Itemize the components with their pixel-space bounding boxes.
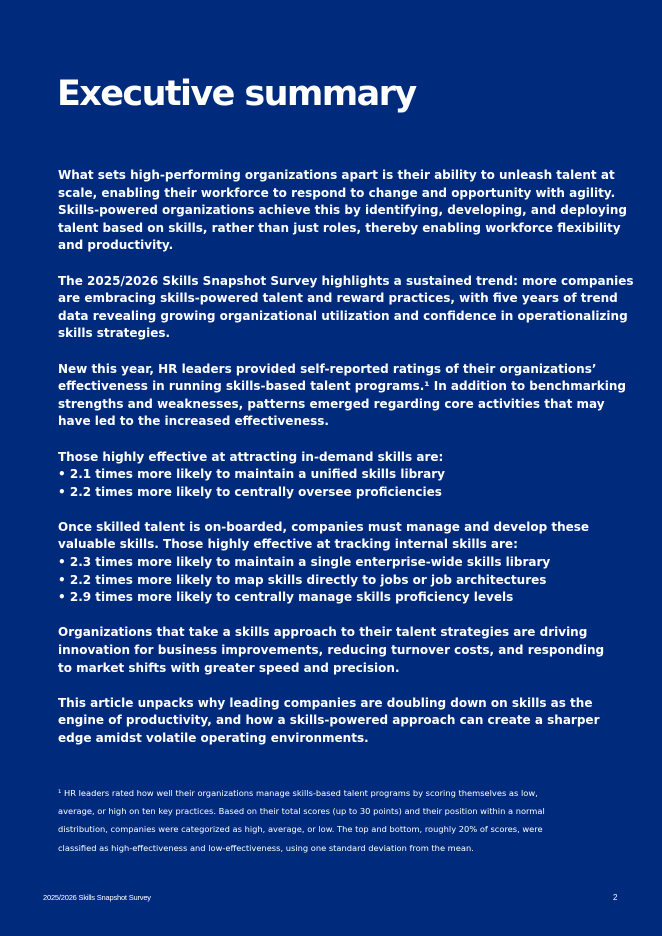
- paragraph-line: strengths and weaknesses, patterns emerged regarding core activities that may: [58, 396, 605, 411]
- paragraph-line: New this year, HR leaders provided self-reported ratings of their organizations’: [58, 361, 597, 376]
- paragraph-line: This article unpacks why leading companies are doubling down on skills as the: [58, 695, 593, 710]
- paragraph-line: valuable skills. Those highly effective at tracking internal skills are:: [58, 537, 518, 552]
- paragraph-line: have led to the increased effectiveness.: [58, 414, 329, 429]
- paragraph-line: skills strategies.: [58, 326, 171, 341]
- page-number: 2: [613, 893, 618, 902]
- paragraph-intro: [58, 167, 627, 255]
- paragraph-line: Skills-powered organizations achieve this by identifying, developing, and deploying: [58, 203, 627, 218]
- paragraph-tracking-skills: [58, 519, 610, 607]
- footnote-line: ¹ HR leaders rated how well their organizations manage skills-based talent programs by scoring themselves as low,: [58, 788, 538, 798]
- paragraph-line: to market shifts with greater speed and precision.: [58, 660, 400, 675]
- paragraph-line: The 2025/2026 Skills Snapshot Survey highlights a sustained trend: more companies: [58, 273, 634, 288]
- bullet-item: • 2.3 times more likely to maintain a single enterprise-wide skills library: [58, 555, 551, 570]
- footer-publication-title: 2025/2026 Skills Snapshot Survey: [43, 893, 151, 902]
- paragraph-line: data revealing growing organizational utilization and confidence in operationalizing: [58, 308, 628, 323]
- paragraph-line: edge amidst volatile operating environments.: [58, 731, 369, 745]
- paragraph-line: and productivity.: [58, 238, 174, 253]
- paragraph-line: What sets high-performing organizations apart is their ability to unleash talent at: [58, 168, 615, 182]
- paragraph-line: Once skilled talent is on-boarded, companies must manage and develop these: [58, 519, 590, 534]
- paragraph-line: are embracing skills-powered talent and reward practices, with five years of trend: [58, 291, 618, 306]
- paragraph-line: innovation for business improvements, reducing turnover costs, and responding: [58, 643, 605, 658]
- paragraph-effectiveness: [58, 361, 626, 431]
- paragraph-line: effectiveness in running skills-based talent programs.¹ In addition to benchmarking: [58, 379, 626, 394]
- paragraph-line: engine of productivity, and how a skills-powered approach can create a sharper: [58, 713, 600, 728]
- paragraph-line: Those highly effective at attracting in-demand skills are:: [58, 449, 444, 464]
- bullet-item: • 2.1 times more likely to maintain a unified skills library: [58, 467, 445, 482]
- footnote-line: classified as high-effectiveness and low-effectiveness, using one standard deviation from the mean.: [58, 842, 474, 853]
- footnote-line: distribution, companies were categorized as high, average, or low. The top and bottom, roughly 20% of scores, were: [58, 824, 543, 835]
- bullet-item: • 2.2 times more likely to map skills directly to jobs or job architectures: [58, 572, 547, 587]
- bullet-item: • 2.9 times more likely to centrally manage skills proficiency levels: [58, 590, 514, 605]
- page-title: Executive summary: [57, 74, 416, 114]
- paragraph-article-overview: [58, 695, 610, 748]
- summary-body: [58, 167, 634, 765]
- paragraph-survey-trend: [58, 273, 634, 343]
- paragraph-line: Organizations that take a skills approach to their talent strategies are driving: [58, 625, 588, 640]
- footnote-line: average, or high on ten key practices. Based on their total scores (up to 30 points) and their position within a normal: [58, 806, 545, 817]
- bullet-item: • 2.2 times more likely to centrally oversee proficiencies: [58, 484, 442, 499]
- paragraph-attracting-skills: [58, 449, 610, 502]
- paragraph-innovation: [58, 624, 610, 677]
- footnote: [58, 784, 610, 857]
- paragraph-line: scale, enabling their workforce to respond to change and opportunity with agility.: [58, 185, 616, 200]
- paragraph-line: talent based on skills, rather than just roles, thereby enabling workforce flexibility: [58, 220, 621, 235]
